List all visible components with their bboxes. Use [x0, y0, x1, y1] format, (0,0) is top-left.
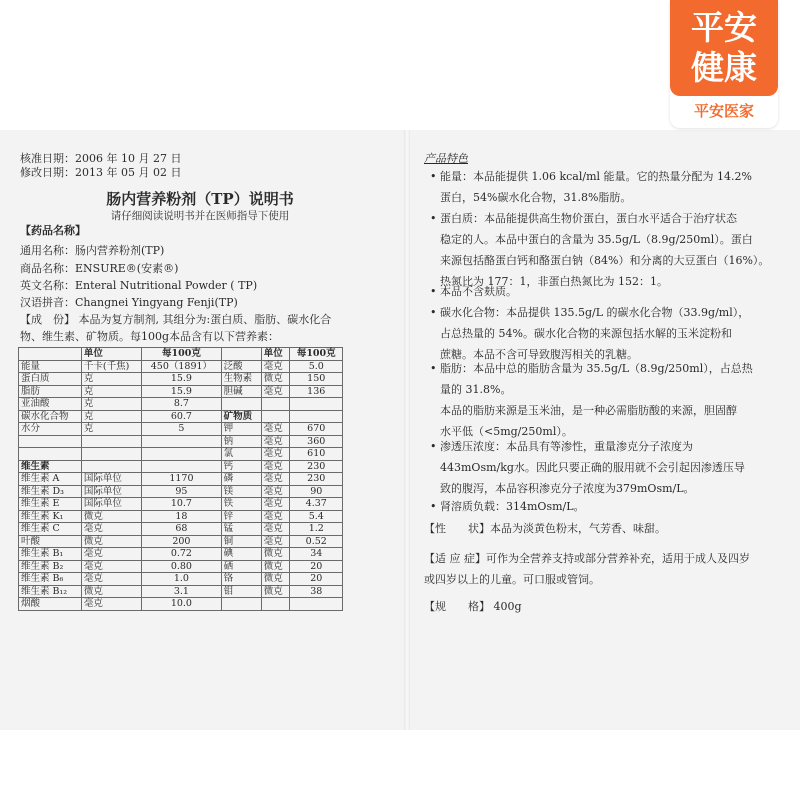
- table-row: [19, 373, 343, 386]
- logo-sub: 平安医家: [693, 102, 754, 120]
- osmo-line2: 443mOsm/kg水。因此只要正确的服用就不会引起因渗透压导: [440, 461, 745, 474]
- table-cell: 微克: [261, 560, 290, 573]
- table-cell: 毫克: [81, 598, 141, 611]
- table-row: [19, 573, 343, 586]
- table-cell: 10.7: [142, 498, 221, 511]
- table-cell: 微克: [261, 573, 290, 586]
- table-row: [19, 560, 343, 573]
- table-cell: 毫克: [81, 523, 141, 536]
- table-cell: 铁: [221, 498, 261, 511]
- table-cell: 5.0: [290, 360, 343, 373]
- table-row: [19, 448, 343, 461]
- table-row: [19, 410, 343, 423]
- table-cell: 能量: [19, 360, 82, 373]
- table-cell: 单位: [81, 348, 141, 361]
- table-cell: 5.4: [290, 510, 343, 523]
- table-cell: 毫克: [261, 448, 290, 461]
- table-cell: 毫克: [81, 573, 141, 586]
- bullet-fat: •: [430, 362, 437, 375]
- table-cell: 0.72: [142, 548, 221, 561]
- table-cell: 维生素 B₆: [19, 573, 82, 586]
- table-cell: 毫克: [261, 485, 290, 498]
- indication-line1: 【适 应 症】可作为全营养支持或部分营养补充，适用于成人及四岁: [424, 552, 750, 565]
- table-cell: 5: [142, 423, 221, 436]
- carb-line3: 蔗糖。本品不含可导致腹泻相关的乳糖。: [440, 348, 638, 361]
- table-header-row: [19, 348, 343, 361]
- table-cell: [19, 348, 82, 361]
- table-cell: 毫克: [261, 435, 290, 448]
- protein-line4: 热氮比为 177：1，非蛋白热氮比为 152：1。: [440, 275, 668, 288]
- table-cell: 68: [142, 523, 221, 536]
- drug-name-heading: 【药品名称】: [20, 224, 86, 237]
- indication-line2: 或四岁以上的儿童。可口服或管饲。: [424, 573, 600, 586]
- table-cell: 毫克: [261, 510, 290, 523]
- logo-line1: 平安: [691, 8, 757, 47]
- table-cell: 4.37: [290, 498, 343, 511]
- table-cell: 维生素 B₂: [19, 560, 82, 573]
- table-cell: [19, 448, 82, 461]
- table-cell: 硒: [221, 560, 261, 573]
- table-cell: 微克: [261, 585, 290, 598]
- table-cell: 15.9: [142, 373, 221, 386]
- table-cell: 3.1: [142, 585, 221, 598]
- table-cell: 脂肪: [19, 385, 82, 398]
- table-cell: 维生素 B₁: [19, 548, 82, 561]
- table-cell: 克: [81, 423, 141, 436]
- nutrient-table: [18, 347, 343, 611]
- table-cell: 230: [290, 473, 343, 486]
- table-cell: 矿物质: [221, 410, 261, 423]
- table-cell: 锌: [221, 510, 261, 523]
- table-cell: [221, 348, 261, 361]
- protein-line1: 蛋白质：本品能提供高生物价蛋白，蛋白水平适合于治疗状态: [440, 212, 737, 225]
- logo-box: [670, 0, 778, 96]
- table-cell: 微克: [81, 535, 141, 548]
- table-cell: 每100克: [290, 348, 343, 361]
- osmo-line3: 致的腹泻，本品容积渗克分子浓度为379mOsm/L。: [440, 482, 695, 495]
- table-cell: [142, 448, 221, 461]
- english-name: 英文名称：Enteral Nutritional Powder ( TP): [20, 279, 258, 292]
- table-cell: 毫克: [261, 523, 290, 536]
- table-cell: 610: [290, 448, 343, 461]
- table-cell: 锰: [221, 523, 261, 536]
- osmo-line1: 渗透压浓度：本品具有等渗性，重量渗克分子浓度为: [440, 440, 693, 453]
- table-cell: [221, 598, 261, 611]
- pinyin-name: 汉语拼音：Changnei Yingyang Fenji(TP): [20, 296, 238, 309]
- table-cell: [142, 435, 221, 448]
- table-cell: [221, 398, 261, 411]
- table-cell: [81, 460, 141, 473]
- table-cell: 维生素 K₁: [19, 510, 82, 523]
- table-cell: 毫克: [261, 473, 290, 486]
- page-title: 肠内营养粉剂（TP）说明书: [106, 190, 294, 208]
- table-row: [19, 598, 343, 611]
- table-cell: 泛酸: [221, 360, 261, 373]
- bullet-renal: •: [430, 500, 437, 513]
- table-cell: 铜: [221, 535, 261, 548]
- table-row: [19, 435, 343, 448]
- table-cell: 铬: [221, 573, 261, 586]
- table-cell: 1170: [142, 473, 221, 486]
- table-cell: 毫克: [261, 498, 290, 511]
- table-cell: 胆碱: [221, 385, 261, 398]
- table-cell: 1.2: [290, 523, 343, 536]
- table-cell: [261, 398, 290, 411]
- energy-line1: 能量：本品能提供 1.06 kcal/ml 能量。它的热量分配为 14.2%: [440, 170, 752, 183]
- table-cell: [19, 435, 82, 448]
- energy-line2: 蛋白，54%碳水化合物，31.8%脂肪。: [440, 191, 632, 204]
- table-cell: 34: [290, 548, 343, 561]
- table-cell: 叶酸: [19, 535, 82, 548]
- table-cell: 单位: [261, 348, 290, 361]
- table-cell: 千卡(千焦): [81, 360, 141, 373]
- protein-line3: 来源包括酪蛋白钙和酪蛋白钠（84%）和分离的大豆蛋白（16%）。: [440, 254, 770, 267]
- table-cell: [142, 460, 221, 473]
- trade-name: 商品名称：ENSURE®(安素®): [20, 262, 179, 275]
- table-cell: 60.7: [142, 410, 221, 423]
- table-cell: 微克: [81, 585, 141, 598]
- logo-line2: 健康: [691, 48, 757, 87]
- table-cell: [290, 398, 343, 411]
- table-cell: 克: [81, 398, 141, 411]
- page-subtitle: 请仔细阅读说明书并在医师指导下使用: [110, 210, 290, 222]
- table-cell: 水分: [19, 423, 82, 436]
- table-cell: [261, 410, 290, 423]
- table-cell: 钠: [221, 435, 261, 448]
- table-cell: 20: [290, 573, 343, 586]
- table-cell: 670: [290, 423, 343, 436]
- table-cell: 维生素 B₁₂: [19, 585, 82, 598]
- table-row: [19, 535, 343, 548]
- table-cell: 维生素 A: [19, 473, 82, 486]
- bullet-osmo: •: [430, 440, 437, 453]
- table-cell: 230: [290, 460, 343, 473]
- table-cell: 0.80: [142, 560, 221, 573]
- table-cell: 亚油酸: [19, 398, 82, 411]
- table-cell: 克: [81, 385, 141, 398]
- pingan-health-logo: [670, 0, 778, 128]
- table-cell: 1.0: [142, 573, 221, 586]
- table-row: [19, 523, 343, 536]
- spec-line: 【规 格】 400g: [424, 600, 522, 613]
- table-cell: 蛋白质: [19, 373, 82, 386]
- table-cell: 90: [290, 485, 343, 498]
- table-cell: 国际单位: [81, 498, 141, 511]
- protein-paragraph: [440, 208, 780, 292]
- bullet-protein: •: [430, 212, 437, 225]
- osmo-paragraph: [440, 436, 780, 499]
- table-cell: 微克: [261, 373, 290, 386]
- generic-name: 通用名称：肠内营养粉剂(TP): [20, 244, 165, 257]
- table-cell: 碘: [221, 548, 261, 561]
- revision-date: 修改日期：2013 年 05 月 02 日: [20, 166, 182, 179]
- table-row: [19, 360, 343, 373]
- table-cell: 碳水化合物: [19, 410, 82, 423]
- table-cell: 毫克: [81, 560, 141, 573]
- fat-line3: 本品的脂肪来源是玉米油，是一种必需脂肪酸的来源，胆固醇: [440, 404, 737, 417]
- leaflet-fold: [404, 130, 410, 730]
- table-cell: 450（1891）: [142, 360, 221, 373]
- protein-line2: 稳定的人。本品中蛋白的含量为 35.5g/L（8.9g/250ml）。蛋白: [440, 233, 753, 246]
- carb-line2: 占总热量的 54%。碳水化合物的来源包括水解的玉米淀粉和: [440, 327, 732, 340]
- table-cell: [290, 598, 343, 611]
- table-cell: 维生素 E: [19, 498, 82, 511]
- table-cell: 克: [81, 373, 141, 386]
- table-cell: [261, 598, 290, 611]
- table-cell: 磷: [221, 473, 261, 486]
- table-cell: 18: [142, 510, 221, 523]
- table-cell: 200: [142, 535, 221, 548]
- table-cell: 钙: [221, 460, 261, 473]
- table-row: [19, 498, 343, 511]
- table-cell: 20: [290, 560, 343, 573]
- table-cell: 国际单位: [81, 485, 141, 498]
- bullet-gluten: •: [430, 285, 437, 298]
- table-cell: 38: [290, 585, 343, 598]
- table-cell: 烟酸: [19, 598, 82, 611]
- table-cell: 微克: [261, 548, 290, 561]
- fat-line1: 脂肪：本品中总的脂肪含量为 35.5g/L（8.9g/250ml），占总热: [440, 362, 753, 375]
- ingredients-line1: 【成 份】 本品为复方制剂, 其组分为:蛋白质、脂肪、碳水化合: [20, 313, 332, 326]
- table-cell: 维生素 D₃: [19, 485, 82, 498]
- table-cell: 毫克: [261, 360, 290, 373]
- energy-paragraph: [440, 166, 780, 208]
- table-cell: 钼: [221, 585, 261, 598]
- table-row: [19, 473, 343, 486]
- table-cell: [81, 448, 141, 461]
- table-cell: 8.7: [142, 398, 221, 411]
- table-cell: 150: [290, 373, 343, 386]
- table-cell: 维生素: [19, 460, 82, 473]
- table-cell: [290, 410, 343, 423]
- table-cell: 维生素 C: [19, 523, 82, 536]
- carb-line1: 碳水化合物：本品提供 135.5g/L 的碳水化合物（33.9g/ml），: [440, 306, 750, 319]
- table-cell: 毫克: [261, 460, 290, 473]
- table-cell: 15.9: [142, 385, 221, 398]
- table-cell: [81, 435, 141, 448]
- features-heading: 产品特色: [424, 152, 468, 165]
- table-cell: 毫克: [261, 535, 290, 548]
- table-cell: 0.52: [290, 535, 343, 548]
- property-line: 【性 状】本品为淡黄色粉末，气芳香、味甜。: [424, 522, 666, 535]
- ingredients-line2: 物、维生素、矿物质。每100g本品含有以下营养素：: [20, 330, 280, 343]
- fat-line2: 量的 31.8%。: [440, 383, 512, 396]
- table-row: [19, 385, 343, 398]
- table-cell: 克: [81, 410, 141, 423]
- bullet-carb: •: [430, 306, 437, 319]
- table-row: [19, 585, 343, 598]
- table-cell: 镁: [221, 485, 261, 498]
- table-cell: 微克: [81, 510, 141, 523]
- table-row: [19, 398, 343, 411]
- bullet-energy: •: [430, 170, 437, 183]
- approval-date: 核准日期：2006 年 10 月 27 日: [20, 152, 182, 165]
- gluten-line: 本品不含麸质。: [440, 285, 517, 298]
- table-cell: 氯: [221, 448, 261, 461]
- table-cell: 生物素: [221, 373, 261, 386]
- table-cell: 每100克: [142, 348, 221, 361]
- fat-line4: 水平低（<5mg/250ml）。: [440, 425, 573, 438]
- carb-paragraph: [440, 302, 780, 365]
- table-cell: 国际单位: [81, 473, 141, 486]
- table-cell: 360: [290, 435, 343, 448]
- table-cell: 毫克: [81, 548, 141, 561]
- fat-paragraph: [440, 358, 780, 442]
- table-row: [19, 423, 343, 436]
- table-row: [19, 485, 343, 498]
- table-row: [19, 548, 343, 561]
- table-row: [19, 510, 343, 523]
- table-cell: 10.0: [142, 598, 221, 611]
- table-cell: 毫克: [261, 385, 290, 398]
- table-cell: 136: [290, 385, 343, 398]
- renal-line: 肾溶质负载：314mOsm/L。: [440, 500, 585, 513]
- table-row: [19, 460, 343, 473]
- table-cell: 毫克: [261, 423, 290, 436]
- table-cell: 钾: [221, 423, 261, 436]
- table-cell: 95: [142, 485, 221, 498]
